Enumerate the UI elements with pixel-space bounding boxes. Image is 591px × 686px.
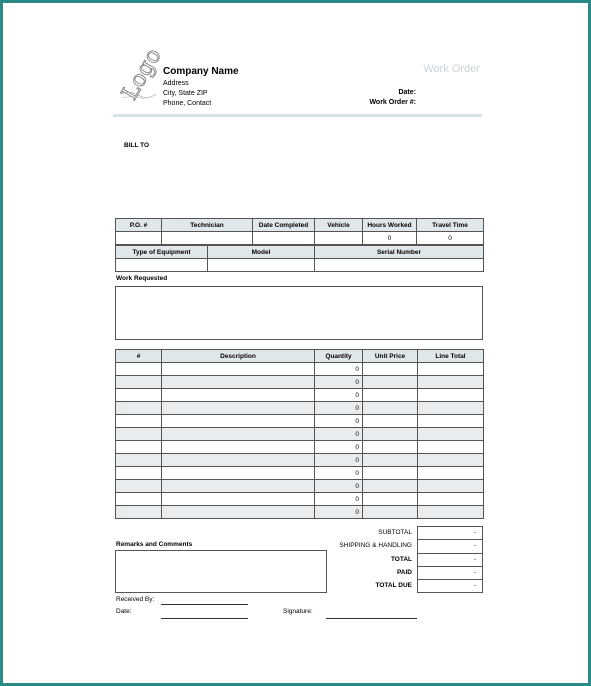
item-number-cell[interactable]	[116, 363, 162, 376]
technician-cell[interactable]	[162, 232, 253, 245]
line-total-cell[interactable]	[418, 389, 484, 402]
line-total-cell[interactable]	[418, 441, 484, 454]
item-number-cell[interactable]	[116, 428, 162, 441]
remarks-box[interactable]	[115, 550, 327, 593]
remarks-label: Remarks and Comments	[116, 541, 193, 548]
company-phone: Phone, Contact	[163, 100, 212, 107]
item-number-cell[interactable]	[116, 467, 162, 480]
table-row	[116, 441, 484, 454]
header-rule	[113, 114, 482, 117]
description-cell[interactable]	[162, 493, 315, 506]
bill-to-label: BILL TO	[124, 142, 150, 149]
description-cell[interactable]	[162, 428, 315, 441]
equipment-type-cell[interactable]	[116, 259, 208, 272]
item-number-cell[interactable]	[116, 493, 162, 506]
table-row	[116, 454, 484, 467]
vehicle-header: Vehicle	[315, 219, 363, 232]
line-total-cell[interactable]	[418, 454, 484, 467]
description-cell[interactable]	[162, 415, 315, 428]
quantity-cell[interactable]: 0	[315, 363, 363, 376]
model-header: Model	[208, 246, 315, 259]
line-total-cell[interactable]	[418, 402, 484, 415]
unit-price-cell[interactable]	[363, 454, 418, 467]
totals-label: SHIPPING & HANDLING	[339, 542, 412, 550]
logo-icon	[116, 44, 167, 105]
description-cell[interactable]	[162, 480, 315, 493]
vehicle-cell[interactable]	[315, 232, 363, 245]
quantity-cell[interactable]: 0	[315, 441, 363, 454]
items-table-header	[116, 350, 484, 363]
unit-price-cell[interactable]	[363, 402, 418, 415]
line-total-cell[interactable]	[418, 415, 484, 428]
table-row	[116, 480, 484, 493]
quantity-cell[interactable]: 0	[315, 376, 363, 389]
description-cell[interactable]	[162, 402, 315, 415]
description-cell[interactable]	[162, 506, 315, 519]
model-cell[interactable]	[208, 259, 315, 272]
serial-number-header: Serial Number	[315, 246, 484, 259]
item-number-cell[interactable]	[116, 389, 162, 402]
signoff-date-label: Date:	[116, 608, 132, 615]
unit-price-header: Unit Price	[363, 350, 418, 363]
company-address: Address	[163, 80, 189, 87]
company-name: Company Name	[163, 66, 239, 77]
line-total-cell[interactable]	[418, 480, 484, 493]
technician-header: Technician	[162, 219, 253, 232]
totals-value[interactable]: -	[417, 539, 483, 553]
item-number-cell[interactable]	[116, 415, 162, 428]
description-cell[interactable]	[162, 389, 315, 402]
work-requested-label: Work Requested	[116, 275, 168, 282]
po-cell[interactable]	[116, 232, 162, 245]
line-total-cell[interactable]	[418, 363, 484, 376]
hours-worked-cell[interactable]: 0	[363, 232, 417, 245]
table-row	[116, 389, 484, 402]
equipment-type-header: Type of Equipment	[116, 246, 208, 259]
unit-price-cell[interactable]	[363, 363, 418, 376]
totals-label: PAID	[396, 568, 412, 576]
received-by-label: Received By:	[116, 596, 155, 603]
received-by-line[interactable]	[161, 596, 248, 605]
totals-value[interactable]: -	[417, 526, 483, 540]
totals-value[interactable]: -	[417, 579, 483, 593]
quantity-cell[interactable]: 0	[315, 428, 363, 441]
item-number-cell[interactable]	[116, 480, 162, 493]
quantity-cell[interactable]: 0	[315, 467, 363, 480]
quantity-cell[interactable]: 0	[315, 402, 363, 415]
table-row	[116, 415, 484, 428]
unit-price-cell[interactable]	[363, 428, 418, 441]
company-city: City, State ZIP	[163, 90, 208, 97]
totals-value[interactable]: -	[417, 566, 483, 580]
quantity-cell[interactable]: 0	[315, 454, 363, 467]
travel-time-cell[interactable]: 0	[417, 232, 484, 245]
unit-price-cell[interactable]	[363, 480, 418, 493]
totals-value[interactable]: -	[417, 553, 483, 567]
description-cell[interactable]	[162, 376, 315, 389]
quantity-cell[interactable]: 0	[315, 480, 363, 493]
job-table-row	[116, 232, 484, 245]
line-total-cell[interactable]	[418, 376, 484, 389]
table-row	[116, 506, 484, 519]
serial-number-cell[interactable]	[315, 259, 484, 272]
quantity-header: Quantity	[315, 350, 363, 363]
po-header: P.O. #	[116, 219, 162, 232]
line-total-header: Line Total	[418, 350, 484, 363]
quantity-cell[interactable]: 0	[315, 506, 363, 519]
item-number-cell[interactable]	[116, 441, 162, 454]
description-cell[interactable]	[162, 454, 315, 467]
description-cell[interactable]	[162, 441, 315, 454]
item-number-cell[interactable]	[116, 376, 162, 389]
unit-price-cell[interactable]	[363, 441, 418, 454]
date-label: Date:	[398, 89, 416, 96]
table-row	[116, 493, 484, 506]
hours-worked-header: Hours Worked	[363, 219, 417, 232]
unit-price-cell[interactable]	[363, 493, 418, 506]
job-details-table	[115, 218, 484, 245]
item-number-cell[interactable]	[116, 454, 162, 467]
work-order-number-label: Work Order #:	[369, 99, 416, 106]
signature-line[interactable]	[326, 610, 417, 619]
quantity-cell[interactable]: 0	[315, 389, 363, 402]
equipment-table	[115, 245, 484, 272]
item-number-cell[interactable]	[116, 506, 162, 519]
date-completed-header: Date Completed	[253, 219, 315, 232]
unit-price-cell[interactable]	[363, 415, 418, 428]
description-cell[interactable]	[162, 363, 315, 376]
unit-price-cell[interactable]	[363, 389, 418, 402]
travel-time-header: Travel Time	[417, 219, 484, 232]
signature-label: Signature:	[283, 608, 313, 615]
table-row	[116, 376, 484, 389]
table-row	[116, 428, 484, 441]
item-number-cell[interactable]	[116, 402, 162, 415]
quantity-cell[interactable]: 0	[315, 415, 363, 428]
unit-price-cell[interactable]	[363, 506, 418, 519]
description-header: Description	[162, 350, 315, 363]
signoff-date-line[interactable]	[161, 610, 248, 619]
line-total-cell[interactable]	[418, 493, 484, 506]
line-total-cell[interactable]	[418, 428, 484, 441]
line-items-table	[115, 349, 484, 519]
item-number-header: #	[116, 350, 162, 363]
logo-text: Logo	[117, 44, 167, 105]
equipment-table-header	[116, 246, 484, 259]
line-total-cell[interactable]	[418, 467, 484, 480]
quantity-cell[interactable]: 0	[315, 493, 363, 506]
totals-label: TOTAL DUE	[375, 582, 412, 590]
equipment-table-row	[116, 259, 484, 272]
table-row	[116, 363, 484, 376]
work-requested-box[interactable]	[115, 286, 483, 340]
totals-label: SUBTOTAL	[378, 529, 412, 536]
table-row	[116, 467, 484, 480]
unit-price-cell[interactable]	[363, 376, 418, 389]
job-table-header	[116, 219, 484, 232]
date-completed-cell[interactable]	[253, 232, 315, 245]
document-title: Work Order	[423, 63, 480, 75]
description-cell[interactable]	[162, 467, 315, 480]
table-row	[116, 402, 484, 415]
totals-label: TOTAL	[390, 555, 412, 563]
line-total-cell[interactable]	[418, 506, 484, 519]
unit-price-cell[interactable]	[363, 467, 418, 480]
